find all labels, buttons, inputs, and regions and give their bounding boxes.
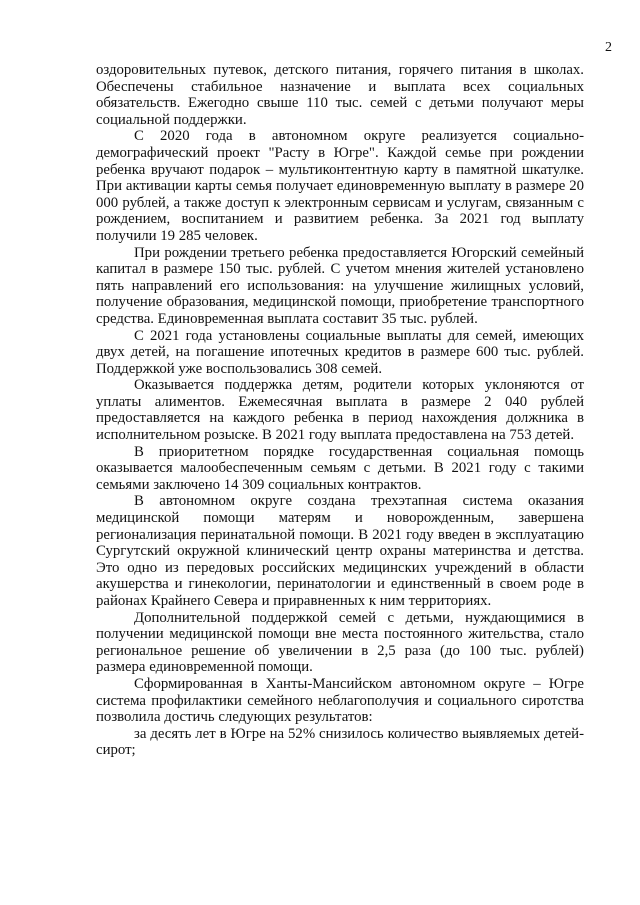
paragraph-5: Оказывается поддержка детям, родители которых уклоняются от уплаты алиментов. Ежемесячная выплата в размере 2 040 рублей предоставляется на каждого ребенка в период нахождения должника в исполнительном розыске. В 2021 году выплата предоставлена на 753 детей. bbox=[96, 377, 584, 444]
paragraph-7: В автономном округе создана трехэтапная система оказания медицинской помощи матерям и новорожденным, завершена регионализация перинатальной помощи. В 2021 году введен в эксплуатацию Сургутский окружной клинический центр охраны материнства и детства. Это одно из передовых российских медицинских учреждений в области акушерства и гинекологии, перинатологии и единственный в своем роде в районах Крайнего Севера и приравненных к ним территориях. bbox=[96, 493, 584, 609]
paragraph-8: Дополнительной поддержкой семей с детьми, нуждающимися в получении медицинской помощи вне места постоянного жительства, стало региональное решение об увеличении в 2,5 раза (до 100 тыс. рублей) размера единовременной помощи. bbox=[96, 609, 584, 676]
paragraph-9: Сформированная в Ханты-Мансийском автономном округе – Югре система профилактики семейного неблагополучия и социального сиротства позволила достичь следующих результатов: bbox=[96, 675, 584, 726]
paragraph-10: за десять лет в Югре на 52% снизилось количество выявляемых детей-сирот; bbox=[96, 725, 584, 759]
paragraph-1: оздоровительных путевок, детского питания, горячего питания в школах. Обеспечены стабильное назначение и выплата всех социальных обязательств. Ежегодно свыше 110 тыс. семей с детьми получают меры социальной поддержки. bbox=[96, 62, 584, 128]
document-body bbox=[96, 62, 584, 759]
paragraph-2: С 2020 года в автономном округе реализуется социально-демографический проект "Расту в Югре". Каждой семье при рождении ребенка вручают подарок – мультиконтентную карту в памятной шкатулке. При активации карты семья получает единовременную выплату в размере 20 000 рублей, а также доступ к электронным сервисам и услугам, связанным с рождением, воспитанием и развитием ребенка. За 2021 год выплату получили 19 285 человек. bbox=[96, 128, 584, 244]
paragraph-6: В приоритетном порядке государственная социальная помощь оказывается малообеспеченным семьям с детьми. В 2021 году с такими семьями заключено 14 309 социальных контрактов. bbox=[96, 443, 584, 493]
paragraph-3: При рождении третьего ребенка предоставляется Югорский семейный капитал в размере 150 тыс. рублей. С учетом мнения жителей установлено пять направлений его использования: на улучшение жилищных условий, получение образования, медицинской помощи, приобретение транспортного средства. Единовременная выплата составит 35 тыс. рублей. bbox=[96, 244, 584, 327]
page-number: 2 bbox=[605, 40, 612, 55]
paragraph-4: С 2021 года установлены социальные выплаты для семей, имеющих двух детей, на погашение ипотечных кредитов в размере 600 тыс. рублей. Поддержкой уже воспользовались 308 семей. bbox=[96, 327, 584, 377]
